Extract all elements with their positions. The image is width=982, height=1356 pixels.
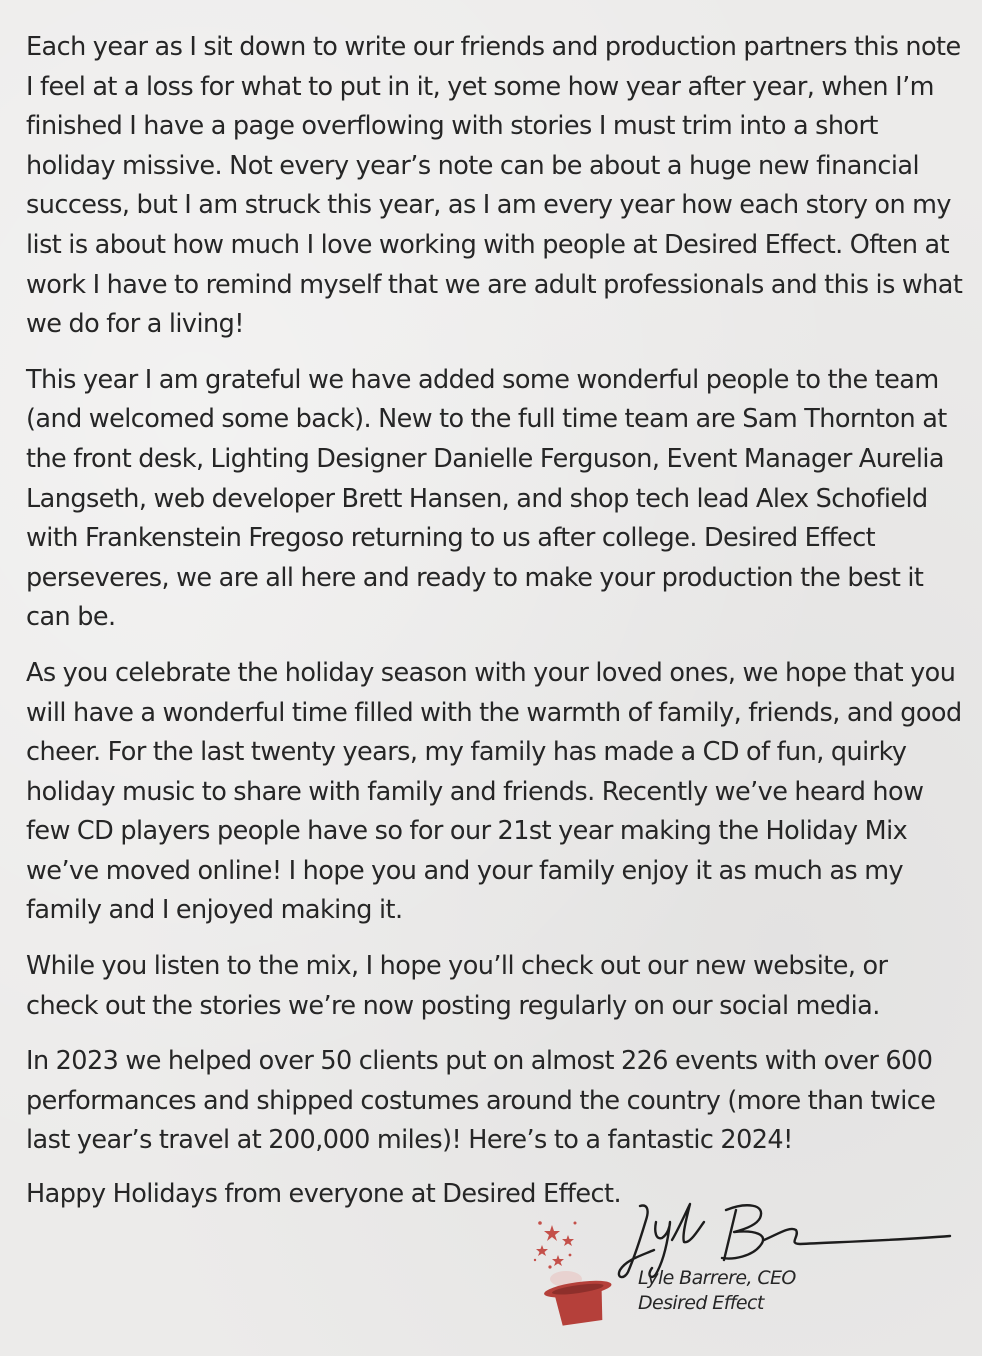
letter-paragraph-stats: In 2023 we helped over 50 clients put on almost 226 events with over 600 performances and shipped costumes around the country (more than twice last year’s travel at 200,000 miles)! Here’s to a fantastic 2024! — [26, 1046, 936, 1156]
letter-paragraph-holiday-mix: As you celebrate the holiday season with your loved ones, we hope that you will have a wonderful time filled with the warmth of family, friends, and good cheer. For the last twenty years, my family has made a CD of fun, quirky holiday music to share with family and friends. Recently we’ve heard how few CD players people have so for our 21st year making the Holiday Mix we’ve moved online! I hope you and your family enjoy it as much as my family and I enjoyed making it. — [26, 657, 962, 926]
letter-closing: Happy Holidays from everyone at Desired Effect. — [26, 1179, 622, 1209]
letter-paragraph-website: While you listen to the mix, I hope you’ll check out our new website, or check out the stories we’re now posting regularly on our social media. — [26, 951, 888, 1021]
signature-company: Desired Effect — [638, 1292, 764, 1314]
signature-name-title: Lyle Barrere, CEO — [638, 1267, 796, 1289]
letter-paragraph-intro: Each year as I sit down to write our friends and production partners this note I feel at a loss for what to put in it, yet some how year after year, when I’m finished I have a page overflowing with stories I must trim into a short holiday missive. Not every year’s note can be about a huge new financial success, but I am struck this year, as I am every year how each story on my list is about how much I love working with people at Desired Effect. Often at work I have to remind myself that we are adult professionals and this is what we do for a living! — [26, 32, 963, 340]
letter-body — [26, 28, 966, 1177]
letter-paragraph-team: This year I am grateful we have added some wonderful people to the team (and welcomed some back). New to the full time team are Sam Thornton at the front desk, Lighting Designer Danielle Ferguson, Event Manager Aurelia Langseth, web developer Brett Hansen, and shop tech lead Alex Schofield with Frankenstein Fregoso returning to us after college. Desired Effect perseveres, we are all here and ready to make your production the best it can be. — [26, 364, 947, 633]
signature-block — [530, 1200, 970, 1340]
